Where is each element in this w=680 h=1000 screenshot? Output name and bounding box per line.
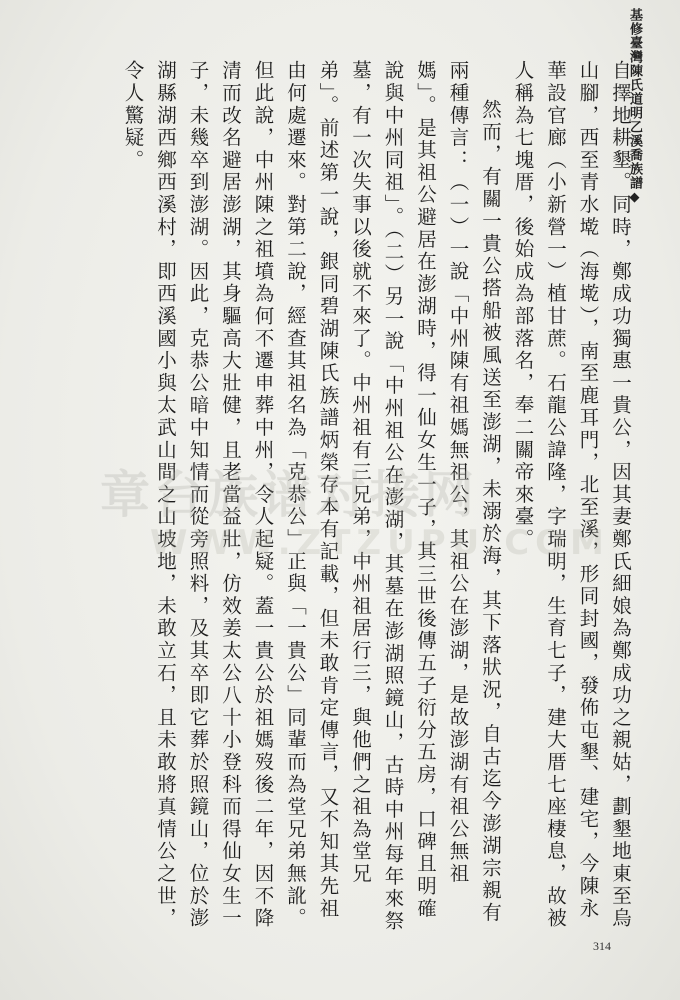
- page-number: 314: [593, 939, 611, 953]
- watermark-text: 章台族谱对接网: [100, 466, 478, 524]
- paragraph-2: 然而，有關一貴公搭船被風送至澎湖，未溺於海，其下落狀況，自古迄今澎湖宗親有兩種傳言：（一）一說「中州陳有祖媽無祖公，其祖公在澎湖，是故澎湖有祖公無祖媽」。是其祖公避居在澎湖時，得一仙女生一子，其三世後傳五子衍分五房，口碑且明確說與中州同祖」。（二）另一說「中州祖公在澎湖，其墓在澎湖照鏡山，古時中州每年來祭墓，有一次失事以後就不來了。中州祖有三兄弟，中州祖居行三，與他們之祖為堂兄弟」。前述第一說，銀同碧湖陳氏族譜炳榮存本有記載，但未敢肯定傳言，又不知其先祖由何處遷來。對第二說，經查其祖名為「克恭公」正與「一貴公」同輩而為堂兄弟無訛。但此說，中州陳之祖墳為何不遷申葬中州，令人起疑。蓋一貴公於祖媽歿後二年，因不降清而改名避居澎湖，其身驅高大壯健，且老當益壯，仿效姜太公八十小登科而得仙女生一子，未幾卒到澎湖。因此，克恭公暗中知情而從旁照料，及其卒即它葬於照鏡山，位於澎湖縣湖西鄉西溪村，即西溪國小與太武山間之山坡地，未敢立石，且未敢將真情公之世，令人驚疑。: [121, 60, 502, 933]
- paragraph-1: 自擇地耕墾。同時，鄭成功獨惠一貴公，因其妻鄭氏細娘為鄭成功之親姑，劃墾地東至烏山腳，西至青水墘（海墘），南至鹿耳門，北至溪，形同封國，發佈屯墾、建宅，今陳永華設官廊（小新營一）植甘蔗。石龍公諱隆，字瑞明，生育七子，建大厝七座棲息，故被人稱為七塊厝，後始成為部落名，奉二關帝來臺。: [511, 60, 632, 930]
- body-text: [16, 60, 636, 940]
- watermark-url: WWW.ZTZUPU.COM: [150, 523, 610, 563]
- running-header: 基修臺灣陳氏道明乙溪喬族譜◆: [627, 8, 642, 206]
